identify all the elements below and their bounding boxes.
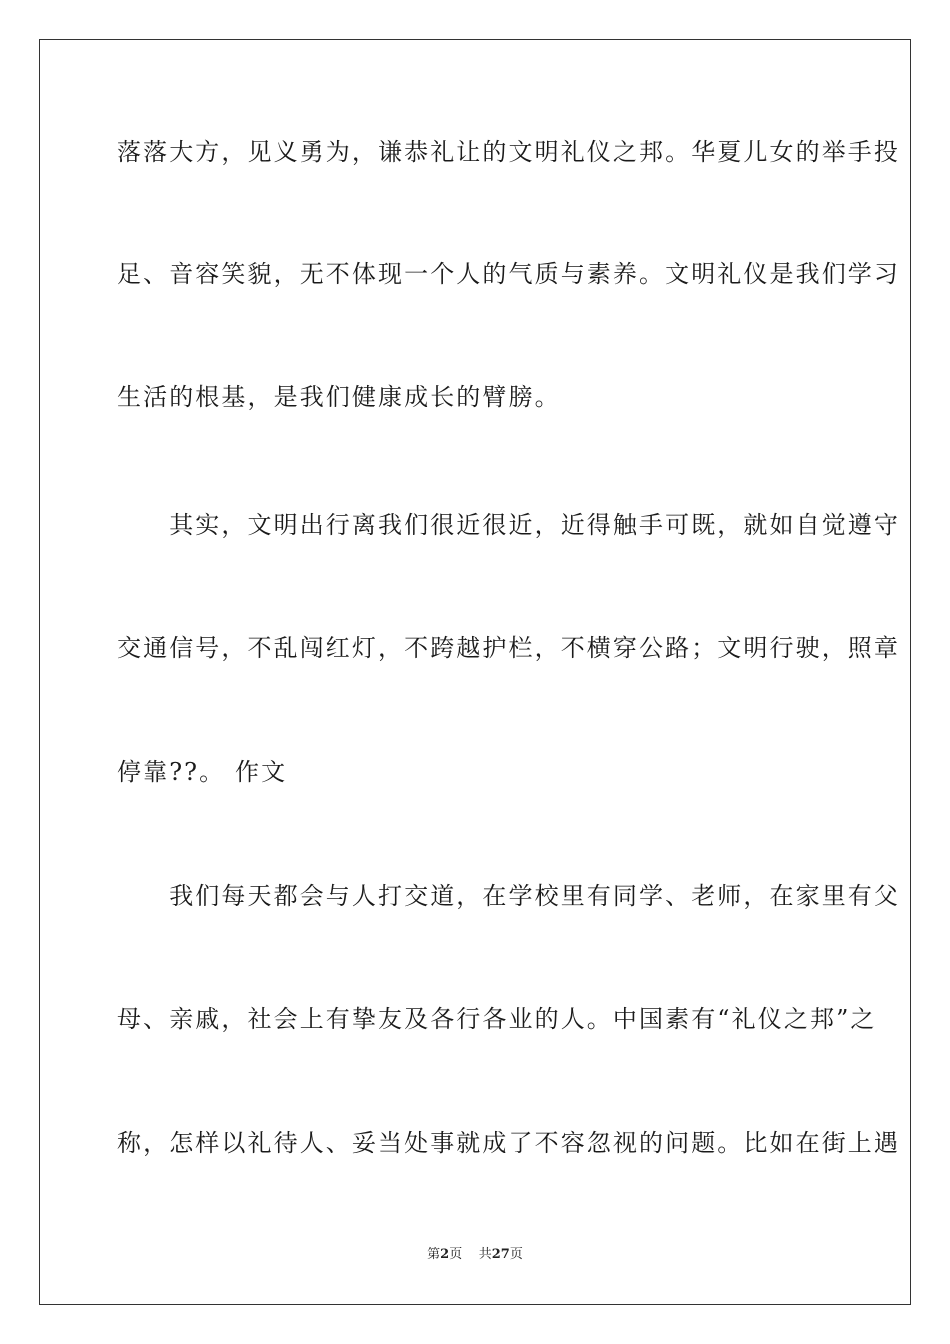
page-prefix: 第: [427, 1247, 441, 1262]
text-line: 称，怎样以礼待人、妥当处事就成了不容忽视的问题。比如在街上遇: [117, 1129, 900, 1157]
total-suffix: 页: [509, 1247, 523, 1262]
page-footer: [0, 1247, 950, 1263]
total-pages: 27: [491, 1247, 510, 1262]
text-line: 生活的根基，是我们健康成长的臂膀。: [117, 383, 561, 411]
text-line: 足、音容笑貌，无不体现一个人的气质与素养。文明礼仪是我们学习: [117, 260, 900, 288]
page-number: 2: [440, 1247, 450, 1262]
page-suffix: 页: [449, 1247, 463, 1262]
text-line: 交通信号，不乱闯红灯，不跨越护栏，不横穿公路；文明行驶，照章: [117, 634, 900, 662]
text-line: 落落大方，见义勇为，谦恭礼让的文明礼仪之邦。华夏儿女的举手投: [117, 138, 900, 166]
text-line: 其实，文明出行离我们很近很近，近得触手可既，就如自觉遵守: [117, 511, 900, 539]
text-line: 我们每天都会与人打交道，在学校里有同学、老师，在家里有父: [117, 882, 900, 910]
page-border: [39, 39, 911, 1305]
total-prefix: 共: [478, 1247, 492, 1262]
text-line: 母、亲戚，社会上有挚友及各行各业的人。中国素有“礼仪之邦”之: [117, 1005, 877, 1033]
text-line: 停靠??。 作文: [117, 758, 288, 786]
